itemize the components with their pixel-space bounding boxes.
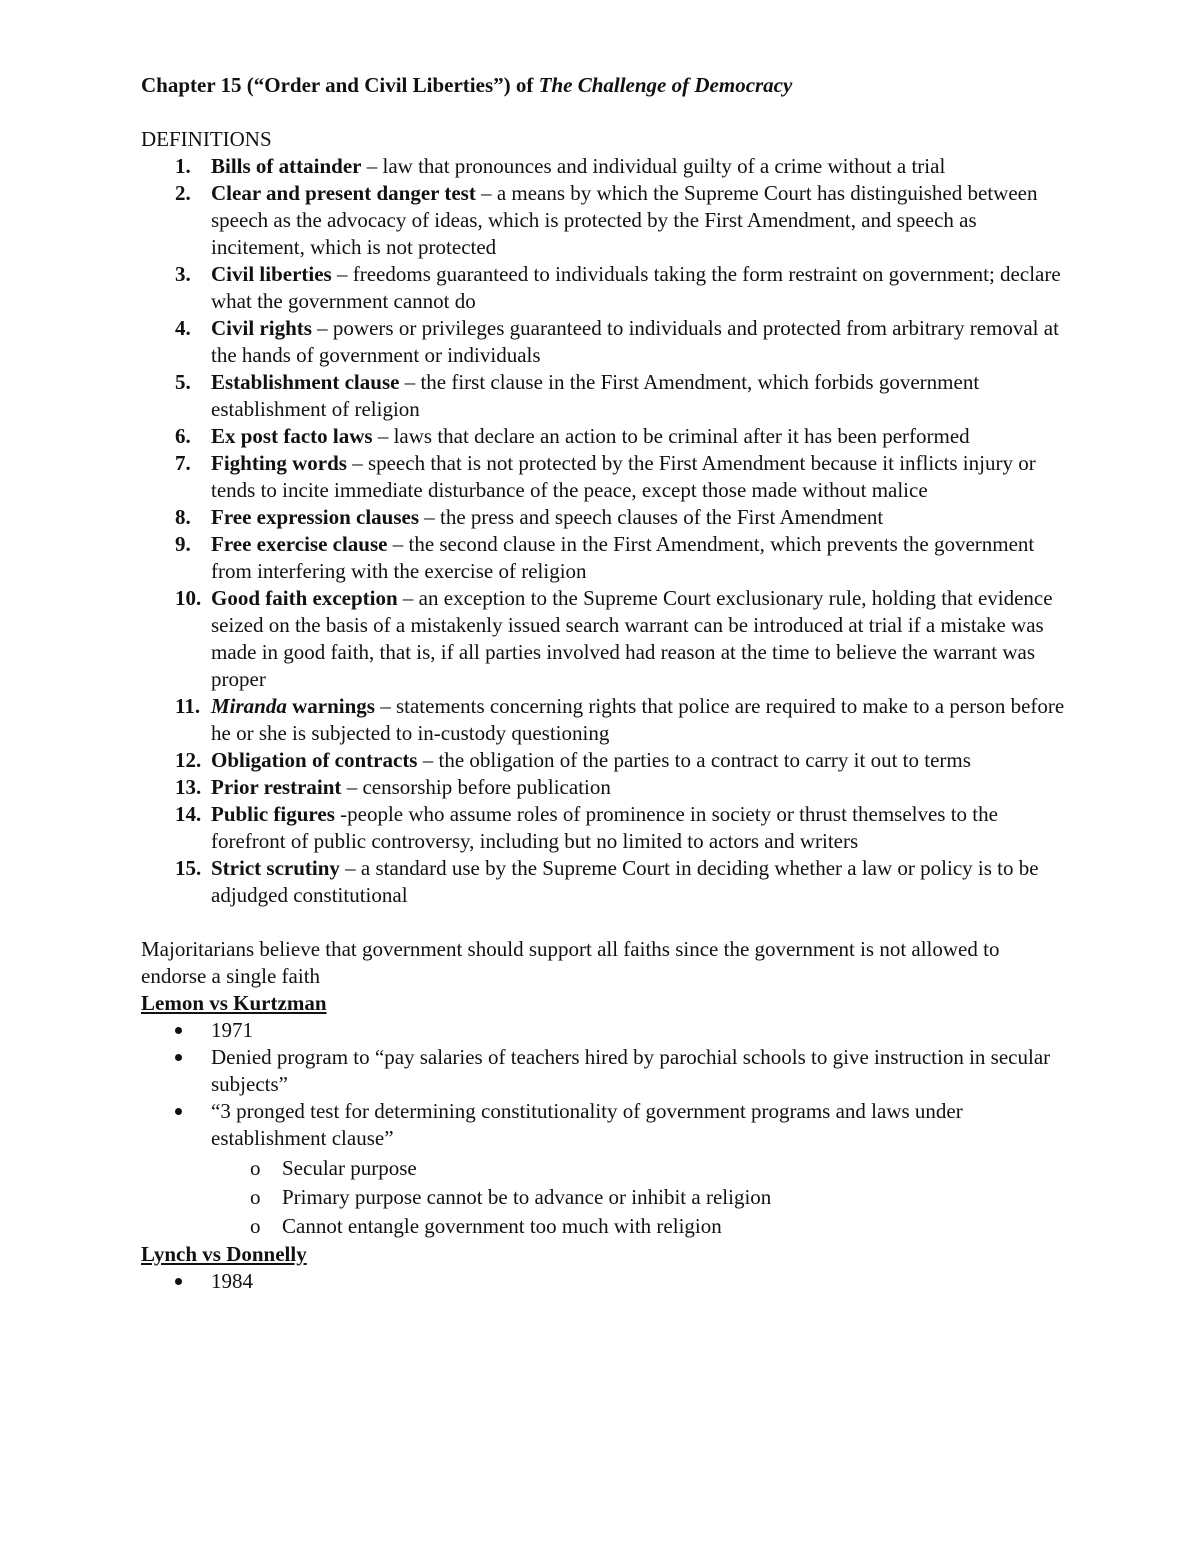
- definition-text: – freedoms guaranteed to individuals taking the form restraint on government; declare what the government cannot do: [211, 262, 1061, 313]
- document-page: [141, 72, 1066, 1295]
- definition-term: Establishment clause: [211, 370, 400, 394]
- definition-item: [211, 423, 1066, 450]
- title-prefix: Chapter 15 (“Order and Civil Liberties”) of: [141, 73, 539, 97]
- sub-bullet-item: o Primary purpose cannot be to advance or inhibit a religion: [282, 1183, 1066, 1212]
- definition-item: [211, 585, 1066, 693]
- definition-term: Civil liberties: [211, 262, 332, 286]
- definition-text: – the second clause in the First Amendment, which prevents the government from interfering with the exercise of religion: [211, 532, 1035, 583]
- definition-item: [211, 261, 1066, 315]
- definition-text: – an exception to the Supreme Court exclusionary rule, holding that evidence seized on the basis of a mistakenly issued search warrant can be introduced at trial if a mistake was made in good faith, that is, if all parties involved had reason at the time to believe the warrant was proper: [211, 586, 1053, 691]
- definitions-list: [141, 153, 1066, 909]
- definition-text: – the press and speech clauses of the First Amendment: [419, 505, 884, 529]
- definition-term: Public figures: [211, 802, 335, 826]
- definition-term-italic: Miranda: [211, 694, 287, 718]
- definition-text: – a standard use by the Supreme Court in deciding whether a law or policy is to be adjudged constitutional: [211, 856, 1039, 907]
- bullet-text: “3 pronged test for determining constitutionality of government programs and laws under establishment clause”: [211, 1099, 963, 1150]
- bullet-text: Denied program to “pay salaries of teachers hired by parochial schools to give instruction in secular subjects”: [211, 1045, 1051, 1096]
- definition-text: – censorship before publication: [341, 775, 611, 799]
- definition-term-rest: warnings: [286, 694, 375, 718]
- definition-text: – the obligation of the parties to a contract to carry it out to terms: [417, 748, 971, 772]
- definition-text: – statements concerning rights that police are required to make to a person before he or she is subjected to in-custody questioning: [211, 694, 1065, 745]
- definition-term: Ex post facto laws: [211, 424, 373, 448]
- definition-term: Fighting words: [211, 451, 347, 475]
- sub-bullet-item: o Cannot entangle government too much with religion: [282, 1212, 1066, 1241]
- case-bullets-lynch: [141, 1268, 1066, 1295]
- definition-item: [211, 369, 1066, 423]
- definition-item: [211, 180, 1066, 261]
- definition-term: Civil rights: [211, 316, 312, 340]
- definition-item: [211, 774, 1066, 801]
- title-book: The Challenge of Democracy: [538, 73, 793, 97]
- definition-term: Bills of attainder: [211, 154, 362, 178]
- definition-term: Prior restraint: [211, 775, 342, 799]
- definitions-heading: DEFINITIONS: [141, 127, 272, 151]
- definition-text: -people who assume roles of prominence in society or thrust themselves to the forefront of public controversy, including but no limited to actors and writers: [211, 802, 998, 853]
- bullet-text: 1984: [211, 1269, 253, 1293]
- definition-text: – laws that declare an action to be criminal after it has been performed: [372, 424, 970, 448]
- sub-bullet-item: o Secular purpose: [282, 1154, 1066, 1183]
- definition-item: [211, 315, 1066, 369]
- definition-item: [211, 450, 1066, 504]
- definition-term: [211, 694, 375, 718]
- definition-text: – powers or privileges guaranteed to individuals and protected from arbitrary removal at the hands of government or individuals: [211, 316, 1059, 367]
- definition-term: Obligation of contracts: [211, 748, 418, 772]
- definition-text: – the first clause in the First Amendment, which forbids government establishment of religion: [211, 370, 980, 421]
- definition-item: [211, 693, 1066, 747]
- case-bullets-lemon: [141, 1017, 1066, 1241]
- definition-term: Strict scrutiny: [211, 856, 340, 880]
- case-title-lemon: Lemon vs Kurtzman: [141, 991, 327, 1015]
- definition-item: [211, 153, 1066, 180]
- bullet-item: [211, 1268, 1066, 1295]
- bullet-item: [211, 1098, 1066, 1241]
- case-title-lynch: Lynch vs Donnelly: [141, 1242, 307, 1266]
- definition-item: [211, 855, 1066, 909]
- definition-item: [211, 531, 1066, 585]
- document-title: [141, 72, 1066, 99]
- definition-item: [211, 747, 1066, 774]
- bullet-text: 1971: [211, 1018, 253, 1042]
- definition-text: – a means by which the Supreme Court has distinguished between speech as the advocacy of ideas, which is protected by the First Amendment, and speech as incitement, which is not protected: [211, 181, 1038, 259]
- definition-term: Free expression clauses: [211, 505, 420, 529]
- definition-text: – law that pronounces and individual guilty of a crime without a trial: [361, 154, 946, 178]
- definition-text: – speech that is not protected by the First Amendment because it inflicts injury or tends to incite immediate disturbance of the peace, except those made without malice: [211, 451, 1036, 502]
- definition-term: Good faith exception: [211, 586, 398, 610]
- majoritarians-paragraph: Majoritarians believe that government should support all faiths since the government is not allowed to endorse a single faith: [141, 937, 1000, 988]
- definition-item: [211, 801, 1066, 855]
- sub-bullets: [211, 1154, 1066, 1241]
- bullet-item: [211, 1044, 1066, 1098]
- definition-term: Free exercise clause: [211, 532, 388, 556]
- definition-term: Clear and present danger test: [211, 181, 476, 205]
- definition-item: [211, 504, 1066, 531]
- bullet-item: [211, 1017, 1066, 1044]
